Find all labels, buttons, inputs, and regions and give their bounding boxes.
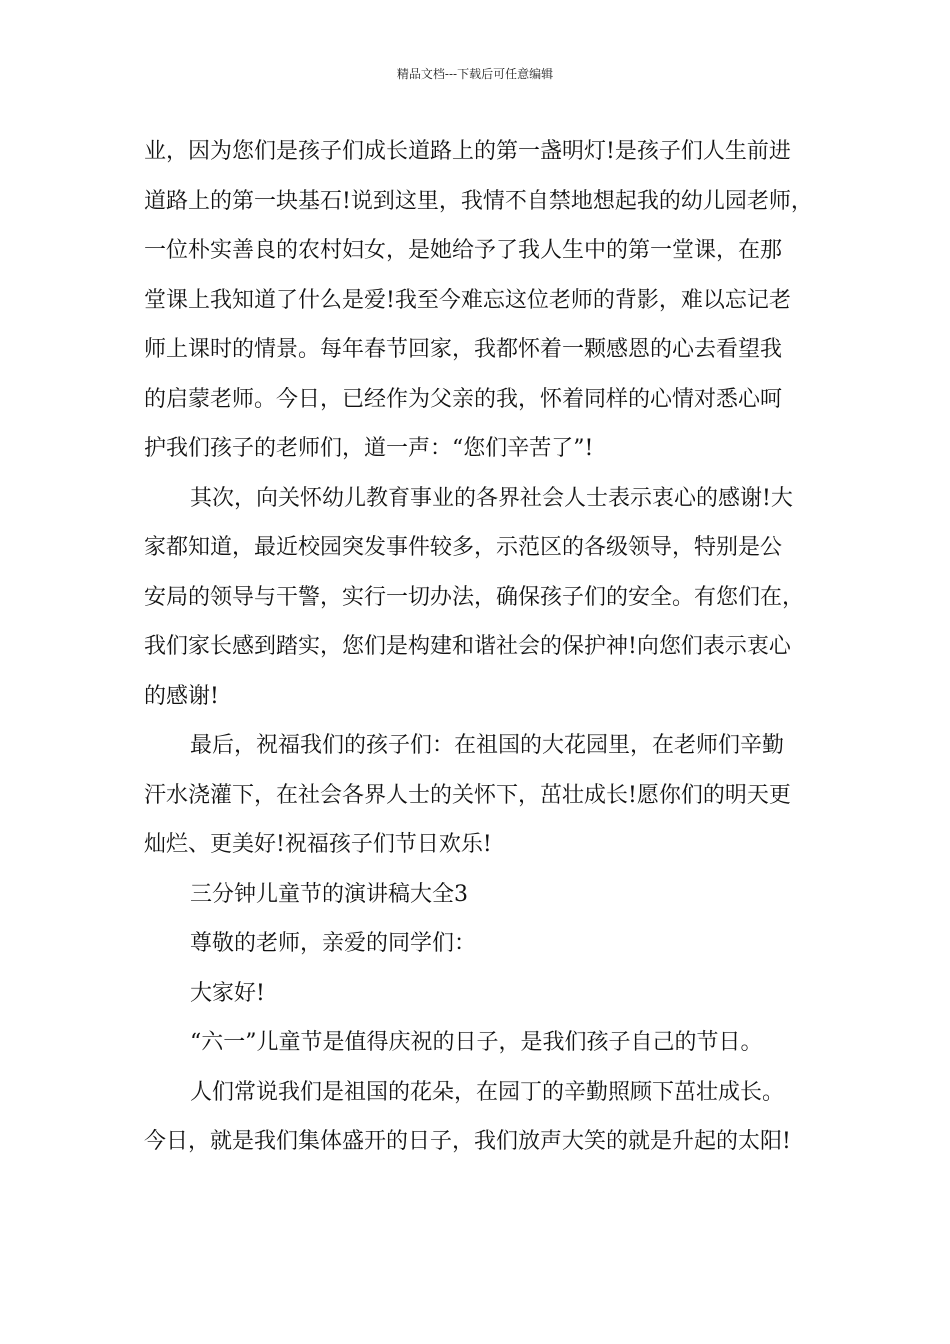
body-line: 安局的领导与干警，实行一切办法，确保孩子们的安全。有您们在，	[144, 584, 805, 610]
body-line: “六一”儿童节是值得庆祝的日子，是我们孩子自己的节日。	[190, 1030, 763, 1055]
body-line: 大家好!	[190, 980, 265, 1006]
body-line: 灿烂、更美好!祝福孩子们节日欢乐!	[144, 832, 492, 857]
body-line: 一位朴实善良的农村妇女，是她给予了我人生中的第一堂课，在那	[144, 238, 783, 263]
body-line: 的感谢!	[144, 683, 219, 709]
section-heading: 三分钟儿童节的演讲稿大全3	[190, 881, 468, 907]
body-line: 尊敬的老师，亲爱的同学们：	[190, 931, 477, 956]
body-line: 我们家长感到踏实，您们是构建和谐社会的保护神!向您们表示衷心	[144, 634, 791, 659]
body-line: 师上课时的情景。每年春节回家，我都怀着一颗感恩的心去看望我	[144, 337, 783, 362]
body-line: 其次，向关怀幼儿教育事业的各界社会人士表示衷心的感谢!大	[190, 485, 793, 511]
body-line: 最后，祝福我们的孩子们：在祖国的大花园里，在老师们辛勤	[190, 733, 785, 758]
body-line: 的启蒙老师。今日，已经作为父亲的我，怀着同样的心情对悉心呵	[144, 386, 783, 412]
body-line: 家都知道，最近校园突发事件较多，示范区的各级领导，特别是公	[144, 535, 783, 560]
body-line: 堂课上我知道了什么是爱!我至今难忘这位老师的背影，难以忘记老	[144, 287, 791, 313]
body-line: 道路上的第一块基石!说到这里，我情不自禁地想起我的幼儿园老师，	[144, 188, 813, 214]
page-header: 精品文档---下载后可任意编辑	[396, 67, 554, 81]
body-line: 汗水浇灌下，在社会各界人士的关怀下，茁壮成长!愿你们的明天更	[144, 782, 791, 808]
body-line: 护我们孩子的老师们，道一声：“您们辛苦了”!	[144, 436, 594, 461]
body-line: 今日，就是我们集体盛开的日子，我们放声大笑的就是升起的太阳!	[144, 1129, 791, 1154]
body-line: 人们常说我们是祖国的花朵，在园丁的辛勤照顾下茁壮成长。	[190, 1079, 785, 1105]
body-line: 业，因为您们是孩子们成长道路上的第一盏明灯!是孩子们人生前进	[144, 139, 791, 164]
